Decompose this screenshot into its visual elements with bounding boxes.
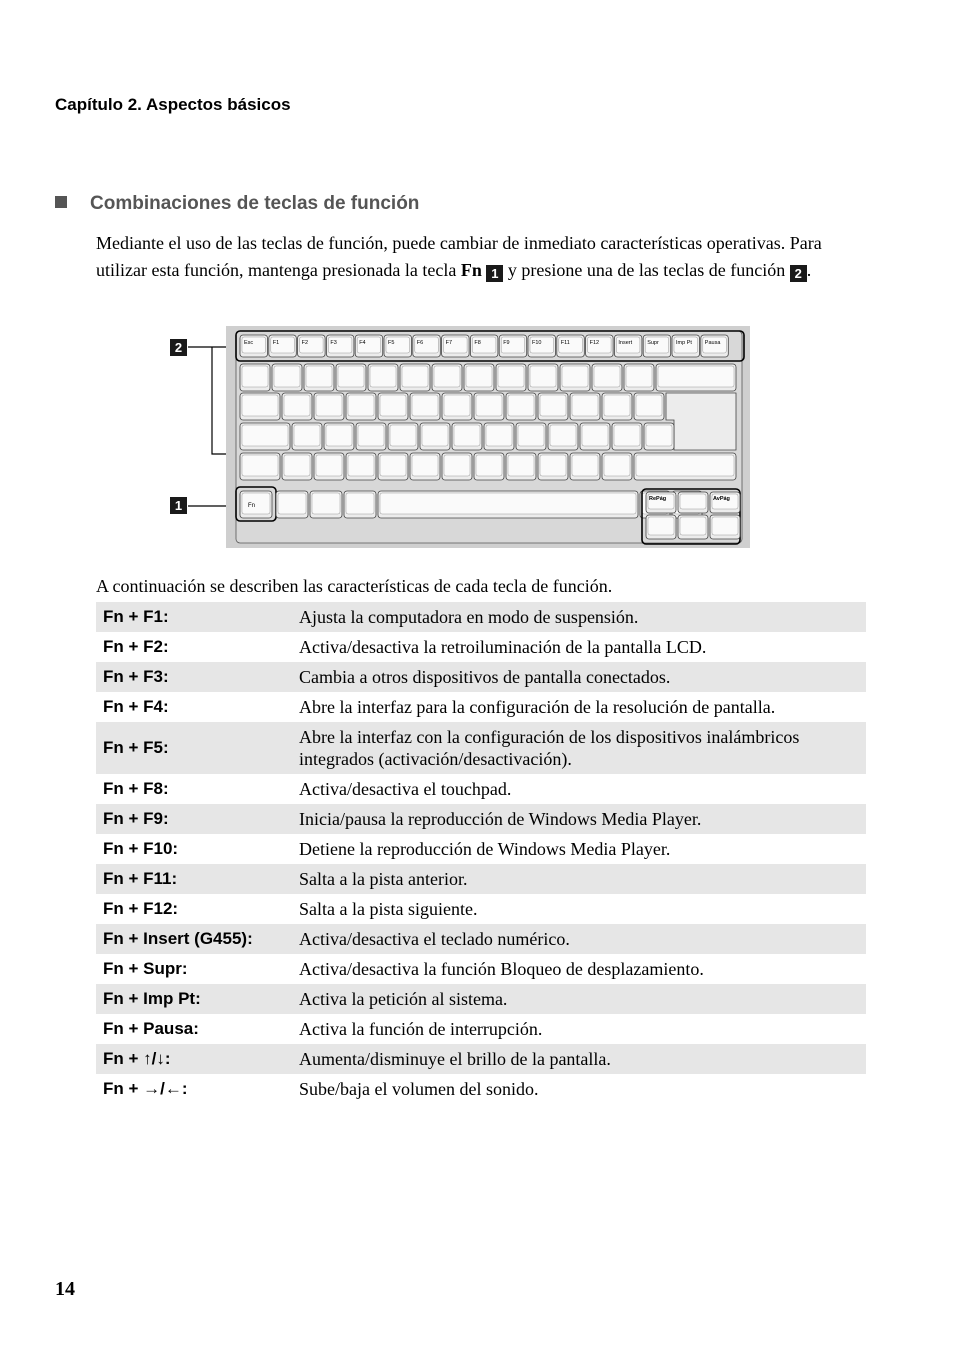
function-key-label: F1 (272, 340, 280, 346)
intro-text-1: Mediante el uso de las teclas de función, puede cambiar de inmediato características operativas. Para utilizar esta función, mantenga presionada la tecla (96, 233, 822, 280)
table-row (96, 924, 866, 954)
key-description: Detiene la reproducción de Windows Media Player. (299, 839, 671, 859)
table-row (96, 954, 866, 984)
key-combo: Fn + ↑/↓: (96, 1044, 291, 1074)
table-row (96, 984, 866, 1014)
function-key-label: F10 (532, 340, 542, 346)
key-combo: Fn + Supr: (103, 959, 188, 978)
table-row (96, 632, 866, 662)
function-key-label: F8 (474, 340, 481, 346)
function-key-label: Imp Pt (676, 340, 692, 346)
key-combo: Fn + F2: (103, 637, 169, 656)
intro-text-end: . (806, 259, 812, 280)
key-description: Activa/desactiva la retroiluminación de la pantalla LCD. (299, 637, 707, 657)
key-description: Activa/desactiva el teclado numérico. (291, 924, 866, 954)
key-description: Salta a la pista anterior. (291, 864, 866, 894)
callout-1-badge: 1 (170, 497, 187, 514)
repag-label: RePág (649, 496, 667, 502)
key-combo: Fn + F1: (96, 602, 291, 632)
table-row (96, 864, 866, 894)
function-key-label: F3 (330, 340, 337, 346)
fn-key-label: Fn (248, 503, 256, 509)
key-combo: Fn + Imp Pt: (96, 984, 291, 1014)
enter-key (666, 393, 736, 450)
page-number: 14 (55, 1278, 75, 1300)
key-combo: Fn + F5: (96, 722, 291, 774)
intro-text-2: y presione una de las teclas de función (503, 259, 790, 280)
key-description: Activa/desactiva el touchpad. (299, 779, 512, 799)
table-row (96, 804, 866, 834)
key-combo: Fn + F11: (96, 864, 291, 894)
function-key-label: F6 (416, 340, 424, 346)
key-description: Activa la petición al sistema. (291, 984, 866, 1014)
function-key-label: F7 (445, 340, 453, 346)
key-combo: Fn + F4: (103, 697, 169, 716)
key-description: Ajusta la computadora en modo de suspensión. (291, 602, 866, 632)
keyboard-illustration (226, 326, 750, 548)
function-key-table (96, 602, 866, 1104)
section-title: Combinaciones de teclas de función (90, 193, 420, 214)
key-description: Sube/baja el volumen del sonido. (299, 1079, 539, 1099)
function-key-label: Supr (647, 340, 659, 346)
key-combo: Fn + F3: (96, 662, 291, 692)
keyboard-drawing (226, 326, 750, 548)
table-row (96, 1074, 866, 1104)
marker-2-badge: 2 (790, 265, 807, 282)
function-key-label: Insert (618, 340, 633, 346)
table-row (96, 834, 866, 864)
table-row (96, 662, 866, 692)
table-row (96, 722, 866, 774)
key-description: Salta a la pista siguiente. (299, 899, 478, 919)
key-description: Inicia/pausa la reproducción de Windows Media Player. (291, 804, 866, 834)
key-description: Activa la función de interrupción. (299, 1019, 543, 1039)
function-key-label: F5 (388, 340, 395, 346)
table-row (96, 1044, 866, 1074)
key-combo: Fn + F9: (96, 804, 291, 834)
key-combo: Fn + →/←: (103, 1079, 188, 1098)
table-row (96, 692, 866, 722)
key-description: Abre la interfaz con la configuración de los dispositivos inalámbricos integrados (activación/desactivación). (291, 722, 866, 774)
key-combo: Fn + F12: (103, 899, 179, 918)
key-combo: Fn + F10: (103, 839, 179, 858)
avpag-label: AvPág (713, 496, 730, 502)
function-key-label: Pausa (704, 340, 721, 346)
key-description: Activa/desactiva la función Bloqueo de desplazamiento. (299, 959, 704, 979)
key-description: Aumenta/disminuye el brillo de la pantalla. (291, 1044, 866, 1074)
key-description: Abre la interfaz para la configuración de la resolución de pantalla. (299, 697, 776, 717)
marker-1-badge: 1 (486, 265, 503, 282)
key-combo: Fn + Insert (G455): (96, 924, 291, 954)
callout-2-badge: 2 (170, 339, 187, 356)
table-intro: A continuación se describen las características de cada tecla de función. (96, 576, 613, 596)
table-row (96, 774, 866, 804)
key-description: Cambia a otros dispositivos de pantalla conectados. (291, 662, 866, 692)
function-key-label: F2 (301, 340, 309, 346)
table-row (96, 1014, 866, 1044)
key-combo: Fn + Pausa: (103, 1019, 199, 1038)
key-combo: Fn + F8: (103, 779, 169, 798)
chapter-header: Capítulo 2. Aspectos básicos (55, 95, 291, 114)
table-row (96, 602, 866, 632)
fn-key-text: Fn (460, 259, 482, 280)
table-row (96, 894, 866, 924)
function-key-label: Esc (244, 340, 254, 346)
function-key-label: F11 (560, 340, 570, 346)
function-key-label: F4 (359, 340, 366, 346)
function-key-label: F12 (589, 340, 600, 346)
function-key-label: F9 (503, 340, 510, 346)
